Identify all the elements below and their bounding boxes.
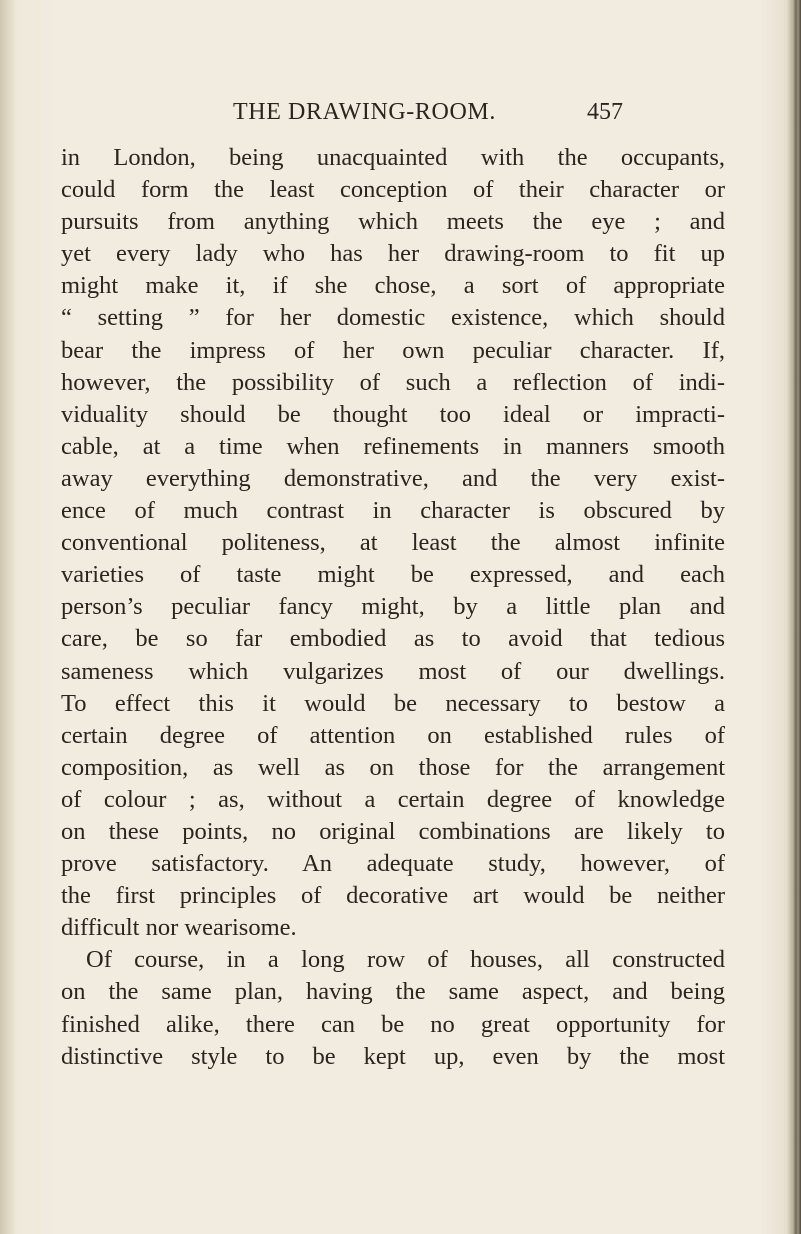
page-edge-shadow <box>787 0 801 1234</box>
paragraph <box>61 944 725 1072</box>
text-line: sameness which vulgarizes most of our dwellings. <box>61 657 725 685</box>
text-line: care, be so far embodied as to avoid that tedious <box>61 625 725 653</box>
text-line: finished alike, there can be no great opportunity for <box>61 1010 725 1038</box>
body-text <box>61 142 725 1073</box>
text-line: in London, being unacquainted with the occupants, <box>61 144 725 171</box>
text-line: on these points, no original combinations are likely to <box>61 817 725 845</box>
text-line: bear the impress of her own peculiar character. If, <box>61 336 725 364</box>
text-line: of colour ; as, without a certain degree of knowledge <box>61 785 725 813</box>
text-line: distinctive style to be kept up, even by the most <box>61 1042 725 1070</box>
text-line: on the same plan, having the same aspect, and being <box>61 978 725 1006</box>
text-line: cable, at a time when refinements in manners smooth <box>61 432 725 460</box>
text-line: could form the least conception of their character or <box>61 176 725 204</box>
running-title: THE DRAWING-ROOM. <box>233 99 496 125</box>
text-line: difficult nor wearisome. <box>61 914 297 942</box>
text-line: person’s peculiar fancy might, by a little plan and <box>61 593 725 621</box>
text-line: away everything demonstrative, and the very exist- <box>61 464 725 492</box>
text-line: ence of much contrast in character is obscured by <box>61 497 725 525</box>
page-number: 457 <box>587 99 623 125</box>
text-line: conventional politeness, at least the almost infinite <box>61 529 725 557</box>
text-line: prove satisfactory. An adequate study, however, of <box>61 850 725 878</box>
text-line: Of course, in a long row of houses, all constructed <box>86 946 725 974</box>
text-line: viduality should be thought too ideal or impracti- <box>61 400 725 428</box>
text-line: varieties of taste might be expressed, and each <box>61 561 725 589</box>
running-head <box>0 72 801 125</box>
text-line: composition, as well as on those for the arrangement <box>61 753 725 781</box>
text-line: might make it, if she chose, a sort of appropriate <box>61 272 725 300</box>
page-binding-shadow <box>0 0 16 1234</box>
text-line: pursuits from anything which meets the eye ; and <box>61 208 725 236</box>
text-line: however, the possibility of such a reflection of indi- <box>61 368 725 396</box>
text-line: the first principles of decorative art would be neither <box>61 882 725 910</box>
text-line: To effect this it would be necessary to bestow a <box>61 689 725 717</box>
text-line: yet every lady who has her drawing-room to fit up <box>61 240 725 268</box>
text-line: certain degree of attention on established rules of <box>61 721 725 749</box>
text-line: “ setting ” for her domestic existence, which should <box>61 304 725 332</box>
paragraph <box>61 142 725 944</box>
